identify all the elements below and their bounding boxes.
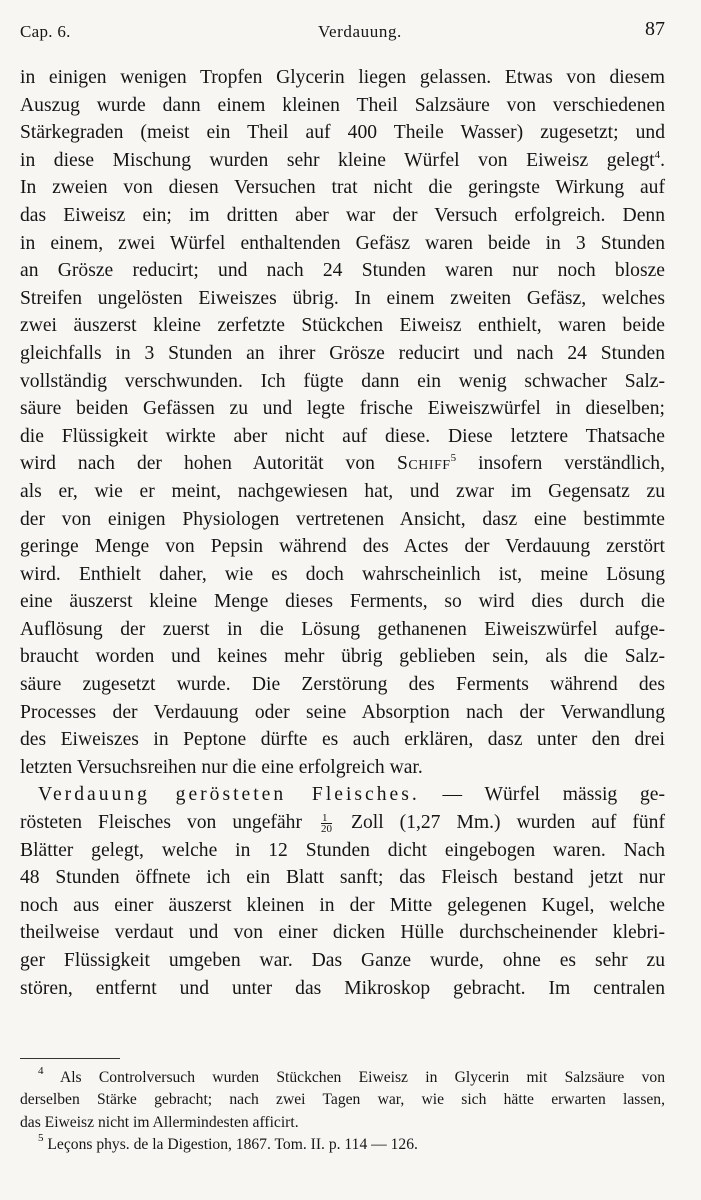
text-line: an Grösze reducirt; und nach 24 Stunden waren nur noch blosze — [20, 260, 665, 282]
text-line: die Flüssigkeit wirkte aber nicht auf diese. Diese letztere Thatsache — [20, 425, 665, 447]
text-line: Streifen ungelösten Eiweiszes übrig. In einem zweiten Gefäsz, welches — [20, 287, 665, 309]
text-line: säure beiden Gefässen zu und legte frische Eiweiszwürfel in dieselben; — [20, 398, 665, 420]
text-segment: — Würfel mässig ge- — [442, 784, 665, 806]
footnote-line — [20, 1067, 665, 1089]
text-segment: in diese Mischung wurden sehr kleine Würfel von Eiweisz gelegt — [20, 149, 655, 171]
text-line: wird. Enthielt daher, wie es doch wahrscheinlich ist, meine Lösung — [20, 563, 665, 585]
text-line: theilweise verdaut und von einer dicken Hülle durchscheinender klebri- — [20, 922, 665, 944]
text-line: In zweien von diesen Versuchen trat nicht die geringste Wirkung auf — [20, 177, 665, 199]
text-line: geringe Menge von Pepsin während des Actes der Verdauung zerstört — [20, 536, 665, 558]
text-line: Auflösung der zuerst in die Lösung gethanenen Eiweiszwürfel aufge- — [20, 618, 665, 640]
footnote-ref: 4 — [654, 148, 661, 161]
text-line: der von einigen Physiologen vertretenen Ansicht, dasz eine bestimmte — [20, 508, 665, 530]
text-line: Blätter gelegt, welche in 12 Stunden dicht eingebogen waren. Nach — [20, 839, 665, 861]
text-line: gleichfalls in 3 Stunden an ihrer Grösze reducirt und nach 24 Stunden — [20, 342, 665, 364]
footnote-mark: 5 — [38, 1132, 44, 1145]
section-heading: Verdauung gerösteten Fleisches. — [38, 784, 420, 806]
text-line: zwei äuszerst kleine zerfetzte Stückchen Eiweisz enthielt, waren beide — [20, 315, 665, 337]
footnote-mark: 4 — [38, 1065, 44, 1077]
text-line: noch aus einer äuszerst kleinen in der Mitte gelegenen Kugel, welche — [20, 894, 665, 916]
text-line: letzten Versuchsreihen nur die eine erfolgreich war. — [20, 756, 423, 778]
text-line — [20, 781, 665, 809]
fraction — [321, 813, 332, 834]
page-number: 87 — [645, 18, 665, 40]
text-line: Processes der Verdauung oder seine Absorption nach der Verwandlung — [20, 701, 665, 723]
footnote-line: derselben Stärke gebracht; nach zwei Tagen war, wie sich hätte erwarten lassen, — [20, 1091, 665, 1109]
text-line — [20, 450, 665, 478]
footnote-ref: 5 — [450, 452, 457, 465]
chapter-label: Cap. 6. — [20, 22, 71, 41]
running-title: Verdauung. — [318, 22, 402, 41]
body-text — [20, 64, 665, 1002]
text-line: vollständig verschwunden. Ich fügte dann ein wenig schwacher Salz- — [20, 370, 665, 392]
footnotes — [20, 1067, 665, 1157]
footnote-text: Als Controlversuch wurden Stückchen Eiweisz in Glycerin mit Salzsäure von — [59, 1069, 665, 1086]
footnote-line — [20, 1134, 665, 1156]
text-line: säure zugesetzt wurde. Die Zerstörung des Ferments während des — [20, 674, 665, 696]
footnote-line: das Eiweisz nicht im Allermindesten afficirt. — [20, 1113, 299, 1131]
footnote-rule — [20, 1058, 120, 1059]
text-line: in einigen wenigen Tropfen Glycerin liegen gelassen. Etwas von diesem — [20, 67, 665, 88]
text-line: eine äuszerst kleine Menge dieses Ferments, so wird dies durch die — [20, 591, 665, 613]
running-header — [20, 18, 665, 46]
text-line: in einem, zwei Würfel enthaltenden Gefäsz waren beide in 3 Stunden — [20, 232, 665, 254]
footnote-text: Leçons phys. de la Digestion, 1867. Tom. II. p. 114 — 126. — [47, 1136, 418, 1154]
text-line: Auszug wurde dann einem kleinen Theil Salzsäure von verschiedenen — [20, 94, 665, 116]
text-line: 48 Stunden öffnete ich ein Blatt sanft; das Fleisch bestand jetzt nur — [20, 867, 665, 889]
text-line: des Eiweiszes in Peptone dürfte es auch erklären, dasz unter den drei — [20, 729, 665, 751]
text-line: als er, wie er meint, nachgewiesen hat, und zwar im Gegensatz zu — [20, 480, 665, 502]
text-segment: insofern verständlich, — [478, 453, 665, 475]
text-line: in diese Mischung wurden sehr kleine Würfel von Eiweisz gelegt$^4$. — [20, 148, 665, 171]
fraction-denominator: 20 — [321, 823, 332, 836]
text-line: braucht worden und keines mehr übrig geblieben sein, als die Salz- — [20, 646, 665, 668]
text-line — [20, 809, 665, 837]
text-segment: Zoll (1,27 Mm.) wurden auf fünf — [351, 812, 666, 834]
text-line: ger Flüssigkeit umgeben war. Das Ganze wurde, ohne es sehr zu — [20, 950, 665, 971]
text-line: das Eiweisz ein; im dritten aber war der Versuch erfolgreich. Denn — [20, 204, 665, 226]
fraction-numerator: 1 — [321, 813, 332, 824]
text-segment: wird nach der hohen Autorität von — [20, 453, 375, 475]
author-name: Schiff — [396, 453, 451, 475]
text-line: stören, entfernt und unter das Mikroskop gebracht. Im centralen — [20, 977, 665, 999]
text-line: Stärkegraden (meist ein Theil auf 400 Theile Wasser) zugesetzt; und — [20, 122, 665, 144]
text-segment: rösteten Fleisches von ungefähr — [20, 812, 302, 834]
